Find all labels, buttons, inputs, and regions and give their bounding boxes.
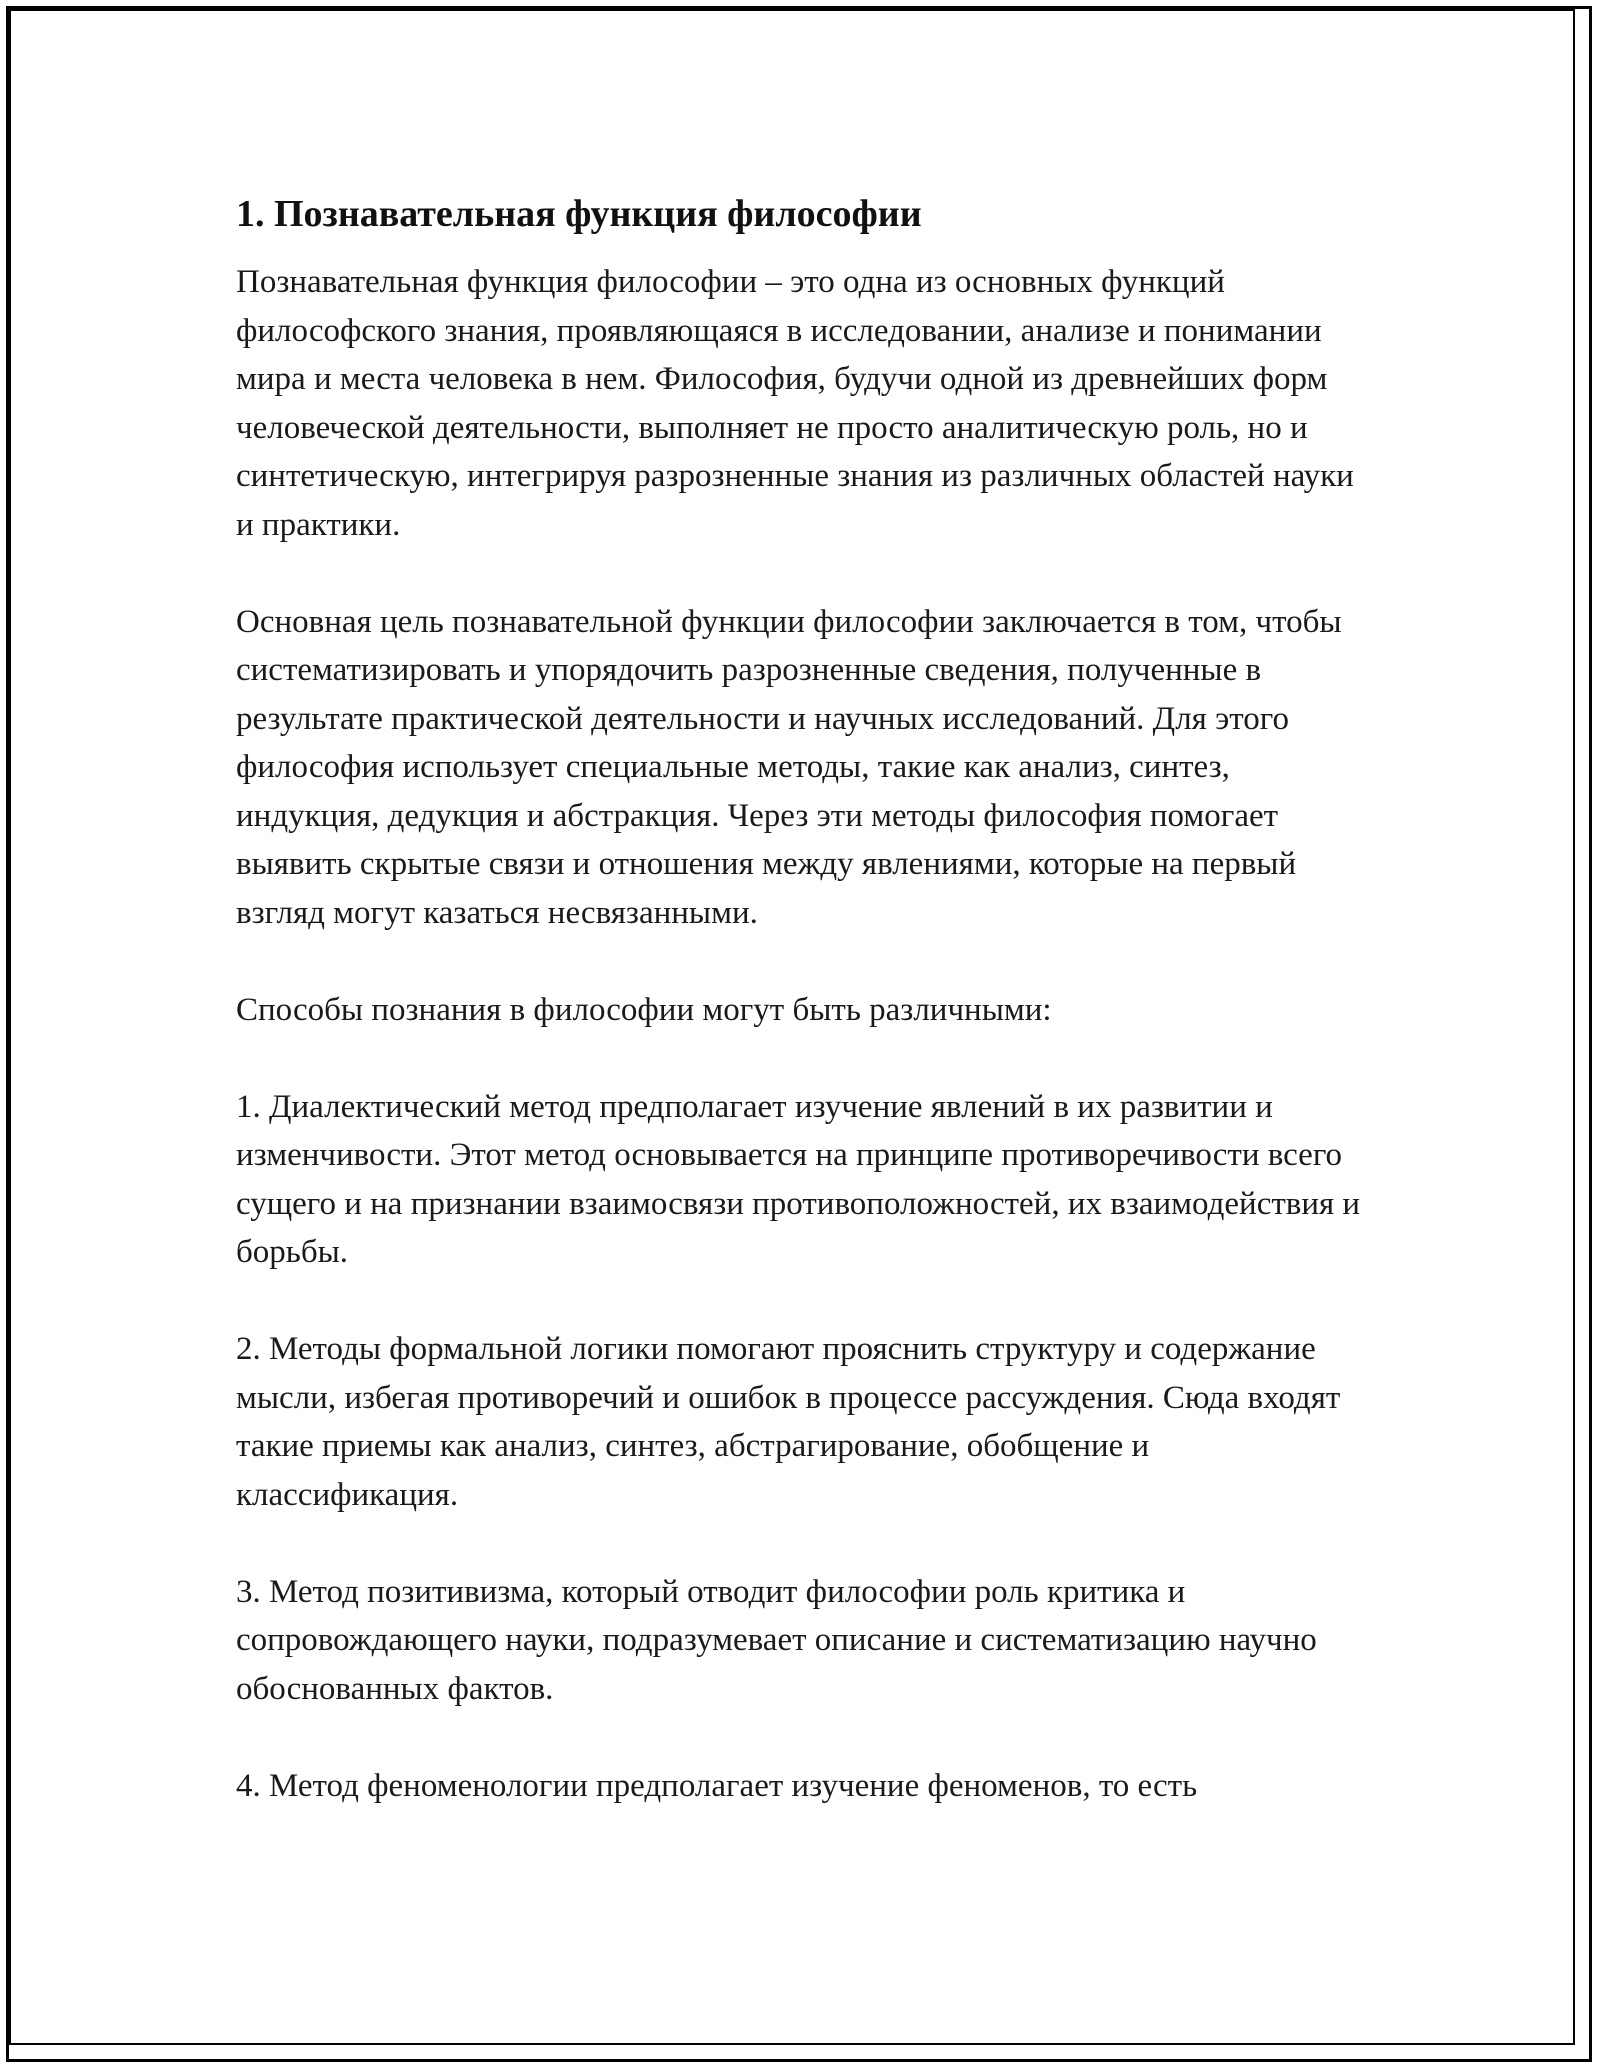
paragraph-method-positivism: 3. Метод позитивизма, который отводит философии роль критика и сопровождающего науки, подразумевает описание и систематизацию научно обоснованных фактов. — [236, 1573, 1317, 1707]
paragraph-methods-intro: Способы познания в философии могут быть различными: — [236, 991, 1052, 1028]
paragraph-method-dialectic: 1. Диалектический метод предполагает изучение явлений в их развитии и изменчивости. Этот метод основывается на принципе противоречивости всего сущего и на признании взаимосвязи противоположностей, их взаимодействия и борьбы. — [236, 1088, 1361, 1270]
paragraph-method-formal-logic: 2. Методы формальной логики помогают прояснить структуру и содержание мысли, избегая противоречий и ошибок в процессе рассуждения. Сюда входят такие приемы как анализ, синтез, абстрагирование, обобщение и классификация. — [236, 1331, 1341, 1513]
paragraph-intro: Познавательная функция философии – это одна из основных функций философского знания, проявляющаяся в исследовании, анализе и понимании мира и места человека в нем. Философия, будучи одной из древнейших форм человеческой деятельности, выполняет не просто аналитическую роль, но и синтетическую, интегрируя разрозненные знания из различных областей науки и практики. — [236, 264, 1354, 543]
paragraph-goal: Основная цель познавательной функции философии заключается в том, чтобы систематизировать и упорядочить разрозненные сведения, полученные в результате практической деятельности и научных исследований. Для этого философия использует специальные методы, такие как анализ, синтез, индукция, дедукция и абстракция. Через эти методы философия помогает выявить скрытые связи и отношения между явлениями, которые на первый взгляд могут казаться несвязанными. — [236, 603, 1342, 931]
paragraph-method-phenomenology: 4. Метод феноменологии предполагает изучение феноменов, то есть — [236, 1767, 1198, 1804]
section-heading: 1. Познавательная функция философии — [236, 193, 922, 235]
document-body — [236, 188, 1376, 1810]
